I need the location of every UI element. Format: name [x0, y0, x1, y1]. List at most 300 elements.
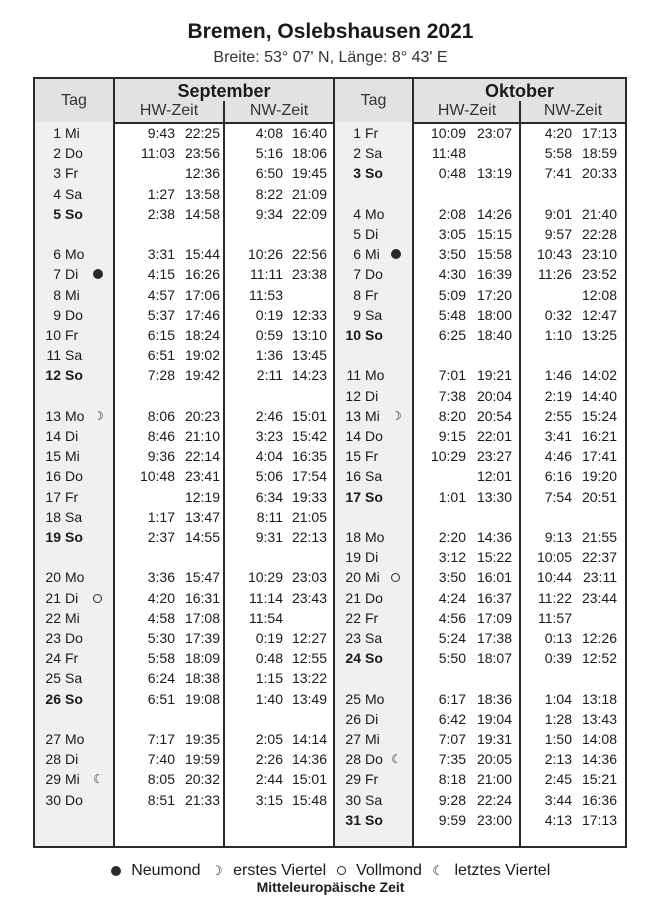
hw-time-2: 16:31: [184, 589, 220, 606]
first-quarter-icon: ☽: [93, 408, 104, 423]
weekday: Mo: [365, 529, 385, 545]
day-number: 22: [45, 609, 61, 626]
header-nw-september: NW-Zeit: [249, 102, 309, 119]
nw-time-2: 18:59: [581, 145, 617, 162]
weekday: So: [65, 529, 83, 545]
nw-time-1: 5:06: [255, 468, 283, 485]
nw-time-2: 17:13: [581, 811, 617, 828]
nw-time-1: 5:58: [544, 145, 572, 162]
nw-time-2: 13:49: [291, 690, 327, 707]
hw-time-2: 23:00: [476, 811, 512, 828]
nw-time-1: 0:48: [255, 650, 283, 667]
nw-time-1: 11:14: [249, 589, 283, 606]
nw-time-2: 19:45: [291, 165, 327, 182]
day-number: 21: [45, 589, 61, 606]
nw-time-1: 3:41: [544, 428, 572, 444]
nw-time-2: 15:48: [291, 791, 327, 808]
hw-time-2: 20:23: [184, 407, 220, 424]
nw-time-1: 7:54: [544, 488, 572, 505]
hw-time-1: 6:17: [438, 690, 466, 707]
day-number: 2: [353, 145, 361, 162]
hw-time-1: 4:30: [438, 266, 466, 283]
day-number: 30: [345, 791, 361, 808]
day-number: 10: [45, 327, 61, 343]
day-number: 16: [345, 468, 361, 485]
hw-time-1: 9:15: [438, 428, 466, 444]
header-month-oktober: Oktober: [484, 81, 554, 101]
nw-time-1: 6:50: [255, 165, 283, 182]
nw-time-2: 14:40: [581, 387, 617, 404]
nw-time-2: 16:35: [291, 448, 327, 465]
hw-time-1: 8:18: [438, 771, 466, 788]
nw-time-2: 13:43: [581, 710, 617, 727]
weekday: So: [365, 811, 383, 828]
nw-time-1: 3:15: [255, 791, 283, 808]
day-number: 17: [345, 488, 361, 505]
nw-time-2: 14:23: [291, 367, 327, 384]
hw-time-1: 10:29: [430, 448, 466, 465]
hw-time-1: 5:58: [147, 650, 175, 667]
table-row: [35, 628, 625, 648]
tide-table: [33, 77, 627, 848]
weekday: Di: [365, 226, 379, 242]
hw-time-2: 21:10: [184, 428, 220, 444]
nw-time-1: 0:13: [544, 630, 572, 646]
nw-time-1: 1:04: [544, 690, 572, 707]
table-row: [35, 446, 625, 466]
table-row: [35, 749, 625, 769]
table-row: [35, 204, 625, 224]
nw-time-1: 2:26: [255, 751, 283, 768]
weekday: Mi: [365, 407, 380, 424]
day-number: 12: [345, 387, 361, 404]
hw-time-1: 1:17: [147, 508, 175, 525]
weekday: Mi: [65, 286, 80, 303]
nw-time-1: 10:44: [536, 569, 572, 586]
weekday: Mi: [65, 609, 80, 626]
nw-time-2: 17:13: [581, 125, 617, 141]
nw-time-2: 21:05: [291, 508, 327, 525]
hw-time-2: 19:04: [476, 710, 512, 727]
last-quarter-icon: ☾: [93, 772, 104, 787]
nw-time-1: 10:29: [247, 569, 283, 586]
day-number: 26: [45, 690, 61, 707]
header-divider: [223, 101, 225, 122]
hw-time-2: 15:58: [476, 246, 512, 263]
table-row: [35, 648, 625, 668]
day-number: 16: [45, 468, 61, 485]
table-row: [35, 184, 625, 204]
weekday: Do: [365, 589, 383, 606]
nw-time-2: 23:44: [581, 589, 617, 606]
hw-time-2: 23:27: [476, 448, 512, 465]
hw-time-1: 6:51: [147, 347, 175, 364]
nw-time-1: 11:26: [538, 266, 572, 283]
hw-time-2: 19:35: [184, 731, 220, 747]
nw-time-1: 11:22: [538, 589, 572, 606]
weekday: Di: [65, 428, 79, 444]
hw-time-2: 13:19: [476, 165, 512, 182]
nw-time-2: 21:09: [291, 185, 327, 202]
hw-time-1: 10:48: [139, 468, 175, 485]
first-quarter-icon: ☽: [391, 408, 402, 423]
table-row: [35, 345, 625, 365]
hw-time-1: 11:03: [141, 145, 175, 162]
hw-time-1: 2:37: [147, 529, 175, 545]
nw-time-1: 2:19: [544, 387, 572, 404]
hw-time-1: 8:51: [147, 791, 175, 808]
day-number: 3: [353, 165, 361, 182]
nw-time-2: 19:20: [581, 468, 617, 485]
day-number: 26: [345, 710, 361, 727]
nw-time-1: 4:13: [544, 811, 572, 828]
day-number: 18: [45, 508, 61, 525]
weekday: Mo: [365, 205, 385, 222]
weekday: Mo: [365, 367, 385, 384]
nw-time-2: 16:40: [291, 125, 327, 141]
nw-time-2: 22:09: [291, 205, 327, 222]
nw-time-1: 9:57: [544, 226, 572, 242]
hw-time-2: 19:59: [184, 751, 220, 768]
day-number: 5: [53, 205, 61, 222]
weekday: Sa: [65, 508, 83, 525]
table-row: [35, 729, 625, 749]
hw-time-1: 9:59: [438, 811, 466, 828]
hw-time-1: 0:48: [438, 165, 466, 182]
timezone-note: Mitteleuropäische Zeit: [256, 879, 405, 895]
table-row: [35, 507, 625, 527]
page-subtitle-coordinates: Breite: 53° 07' N, Länge: 8° 43' E: [213, 49, 448, 66]
weekday: Di: [65, 751, 79, 768]
day-number: 12: [45, 367, 61, 384]
hw-time-2: 16:01: [476, 569, 512, 586]
table-row: [35, 487, 625, 507]
hw-time-2: 19:31: [476, 731, 512, 747]
nw-time-1: 1:10: [544, 327, 572, 343]
day-number: 25: [345, 690, 361, 707]
hw-time-1: 2:20: [438, 529, 466, 545]
table-row: [35, 224, 625, 244]
weekday: Mi: [65, 448, 80, 465]
table-row: [35, 305, 625, 325]
hw-time-1: 8:20: [438, 407, 466, 424]
day-number: 11: [346, 367, 361, 384]
hw-time-2: 15:15: [476, 226, 512, 242]
hw-time-1: 4:24: [438, 589, 466, 606]
nw-time-2: 14:02: [581, 367, 617, 384]
nw-time-1: 2:11: [256, 367, 283, 384]
nw-time-2: 22:56: [291, 246, 327, 263]
hw-time-2: 20:54: [476, 407, 512, 424]
weekday: Sa: [65, 185, 83, 202]
hw-time-2: 14:58: [184, 205, 220, 222]
day-number: 24: [45, 650, 61, 667]
hw-time-1: 5:09: [438, 286, 466, 303]
nw-time-1: 5:16: [255, 145, 283, 162]
nw-time-2: 13:18: [581, 690, 617, 707]
table-row: [35, 769, 625, 789]
nw-time-2: 15:01: [291, 771, 327, 788]
hw-time-2: 14:55: [184, 529, 220, 545]
legend-full-moon: Vollmond: [356, 862, 422, 879]
day-number: 27: [345, 731, 361, 747]
day-number: 28: [345, 751, 361, 768]
day-number: 22: [345, 609, 361, 626]
hw-time-1: 6:15: [147, 327, 175, 343]
hw-time-2: 19:21: [476, 367, 512, 384]
weekday: Di: [365, 387, 379, 404]
hw-time-2: 18:38: [184, 670, 220, 687]
hw-time-2: 21:00: [476, 771, 512, 788]
hw-time-2: 12:36: [184, 165, 220, 182]
nw-time-2: 12:26: [581, 630, 617, 646]
hw-time-1: 9:28: [438, 791, 466, 808]
nw-time-2: 17:54: [291, 468, 327, 485]
weekday: Mi: [365, 569, 380, 586]
weekday: Do: [365, 266, 383, 283]
hw-time-2: 20:04: [476, 387, 512, 404]
nw-time-2: 14:36: [581, 751, 617, 768]
nw-time-1: 9:34: [255, 205, 283, 222]
day-number: 29: [45, 771, 61, 788]
day-number: 9: [53, 306, 61, 323]
weekday: Do: [65, 145, 83, 162]
day-number: 27: [45, 731, 61, 747]
day-number: 29: [345, 771, 361, 788]
hw-time-1: 8:05: [147, 771, 175, 788]
weekday: Sa: [365, 468, 383, 485]
day-number: 28: [45, 751, 61, 768]
hw-time-1: 7:01: [438, 367, 466, 384]
weekday: Fr: [65, 488, 79, 505]
nw-time-1: 11:53: [249, 286, 283, 303]
day-number: 20: [45, 569, 61, 586]
nw-time-2: 18:06: [291, 145, 327, 162]
table-row: [35, 527, 625, 547]
weekday: Sa: [65, 347, 83, 364]
nw-time-2: 23:38: [291, 266, 327, 283]
weekday: So: [365, 488, 383, 505]
hw-time-2: 18:36: [476, 690, 512, 707]
hw-time-2: 22:01: [476, 428, 512, 444]
nw-time-1: 9:31: [255, 529, 283, 545]
nw-time-1: 11:11: [250, 266, 283, 283]
table-row: [35, 790, 625, 810]
weekday: Di: [65, 266, 79, 283]
table-row: [35, 143, 625, 163]
header-divider: [519, 101, 521, 122]
nw-time-2: 15:21: [581, 771, 617, 788]
hw-time-2: 13:30: [476, 488, 512, 505]
header-hw-oktober: HW-Zeit: [437, 102, 497, 119]
hw-time-2: 20:05: [476, 751, 512, 768]
nw-time-1: 2:05: [255, 731, 283, 747]
hw-time-1: 2:38: [147, 205, 175, 222]
table-row: [35, 588, 625, 608]
day-number: 15: [45, 448, 61, 465]
weekday: Fr: [65, 327, 79, 343]
weekday: Di: [365, 710, 379, 727]
hw-time-1: 1:01: [438, 488, 466, 505]
nw-time-2: 13:45: [291, 347, 327, 364]
day-number: 25: [45, 670, 61, 687]
hw-time-2: 21:33: [184, 791, 220, 808]
hw-time-1: 3:50: [438, 246, 466, 263]
day-number: 6: [353, 246, 361, 263]
hw-time-2: 18:00: [476, 306, 512, 323]
day-number: 14: [345, 428, 361, 444]
nw-time-1: 3:23: [255, 428, 283, 444]
nw-time-1: 1:36: [255, 347, 283, 364]
day-number: 14: [45, 428, 61, 444]
weekday: Fr: [365, 448, 379, 465]
weekday: Fr: [365, 125, 379, 141]
hw-time-2: 16:39: [476, 266, 512, 283]
nw-time-1: 6:34: [255, 488, 283, 505]
day-number: 19: [345, 549, 361, 566]
table-row: [35, 325, 625, 345]
nw-time-1: 10:05: [536, 549, 572, 566]
nw-time-2: 13:10: [291, 327, 327, 343]
nw-time-2: 14:36: [291, 751, 327, 768]
day-number: 11: [46, 347, 61, 364]
weekday: Do: [65, 791, 83, 808]
nw-time-1: 3:44: [544, 791, 572, 808]
nw-time-1: 0:32: [544, 306, 572, 323]
weekday: Fr: [365, 609, 379, 626]
hw-time-2: 16:26: [184, 266, 220, 283]
hw-time-1: 6:25: [438, 327, 466, 343]
weekday: Sa: [365, 306, 383, 323]
weekday: Mo: [365, 690, 385, 707]
hw-time-2: 18:40: [476, 327, 512, 343]
nw-time-2: 12:47: [581, 306, 617, 323]
weekday: Mo: [65, 246, 85, 263]
table-row: [35, 689, 625, 709]
full-moon-icon: [391, 567, 400, 587]
day-number: 1: [353, 125, 361, 141]
nw-time-1: 2:55: [544, 407, 572, 424]
hw-time-2: 12:01: [476, 468, 512, 485]
nw-time-2: 15:42: [291, 428, 327, 444]
nw-time-2: 23:43: [291, 589, 327, 606]
day-number: 23: [45, 630, 61, 646]
weekday: Do: [365, 751, 383, 768]
nw-time-2: 12:52: [581, 650, 617, 667]
new-moon-icon: [111, 866, 121, 876]
nw-time-2: 13:25: [581, 327, 617, 343]
hw-time-2: 14:36: [476, 529, 512, 545]
day-number: 4: [53, 185, 61, 202]
weekday: Mi: [365, 246, 380, 263]
nw-time-1: 4:46: [544, 448, 572, 465]
weekday: Fr: [365, 771, 379, 788]
day-number: 18: [345, 529, 361, 545]
weekday: Mo: [65, 407, 85, 424]
nw-time-2: 20:51: [581, 488, 617, 505]
hw-time-1: 4:20: [147, 589, 175, 606]
weekday: Mi: [65, 125, 80, 141]
hw-time-2: 19:08: [184, 690, 220, 707]
nw-time-1: 1:40: [255, 690, 283, 707]
table-row: [35, 365, 625, 385]
day-number: 24: [345, 650, 361, 667]
weekday: So: [365, 650, 383, 667]
hw-time-1: 11:48: [432, 145, 466, 162]
hw-time-1: 5:30: [147, 630, 175, 646]
nw-time-1: 7:41: [544, 165, 572, 182]
table-row: [35, 123, 625, 143]
first-quarter-icon: ☽: [211, 862, 223, 878]
day-number: 31: [345, 811, 361, 828]
hw-time-1: 7:40: [147, 751, 175, 768]
hw-time-2: 23:41: [184, 468, 220, 485]
nw-time-1: 2:45: [544, 771, 572, 788]
table-row: [35, 810, 625, 830]
table-row: [35, 426, 625, 446]
hw-time-1: 6:42: [438, 710, 466, 727]
hw-time-2: 17:06: [184, 286, 220, 303]
nw-time-2: 21:40: [581, 205, 617, 222]
nw-time-1: 2:13: [544, 751, 572, 768]
nw-time-2: 17:41: [581, 448, 617, 465]
header-month-september: September: [177, 81, 271, 101]
hw-time-2: 19:02: [184, 347, 220, 364]
hw-time-1: 8:06: [147, 407, 175, 424]
header-tag-oktober: Tag: [360, 91, 387, 109]
nw-time-1: 8:11: [256, 508, 283, 525]
day-number: 13: [345, 407, 361, 424]
hw-time-1: 10:09: [430, 125, 466, 141]
nw-time-1: 9:01: [544, 205, 572, 222]
hw-time-2: 15:22: [476, 549, 512, 566]
weekday: Mo: [65, 569, 85, 586]
page-title: Bremen, Oslebshausen 2021: [187, 20, 474, 43]
hw-time-1: 4:15: [147, 266, 175, 283]
nw-time-1: 11:57: [538, 609, 572, 626]
hw-time-2: 12:19: [184, 488, 220, 505]
hw-time-2: 17:20: [476, 286, 512, 303]
hw-time-1: 6:24: [147, 670, 175, 687]
hw-time-1: 3:36: [147, 569, 175, 586]
weekday: Mo: [65, 731, 85, 747]
hw-time-1: 4:57: [147, 286, 175, 303]
hw-time-1: 6:51: [147, 690, 175, 707]
nw-time-2: 22:37: [581, 549, 617, 566]
hw-time-1: 7:35: [438, 751, 466, 768]
hw-time-2: 22:25: [184, 125, 220, 141]
day-number: 20: [345, 569, 361, 586]
nw-time-2: 19:33: [291, 488, 327, 505]
nw-time-2: 23:03: [291, 569, 327, 586]
day-number: 8: [53, 286, 61, 303]
nw-time-1: 2:46: [255, 407, 283, 424]
nw-time-1: 4:20: [544, 125, 572, 141]
day-number: 3: [53, 165, 61, 182]
hw-time-2: 13:58: [184, 185, 220, 202]
table-row: [35, 264, 625, 284]
day-number: 9: [353, 306, 361, 323]
weekday: So: [65, 367, 83, 384]
table-row: [35, 709, 625, 729]
nw-time-1: 1:28: [544, 710, 572, 727]
nw-time-1: 10:43: [536, 246, 572, 263]
weekday: Sa: [365, 145, 383, 162]
nw-time-2: 12:55: [291, 650, 327, 667]
hw-time-1: 5:48: [438, 306, 466, 323]
hw-time-2: 16:37: [476, 589, 512, 606]
nw-time-1: 1:15: [255, 670, 283, 687]
